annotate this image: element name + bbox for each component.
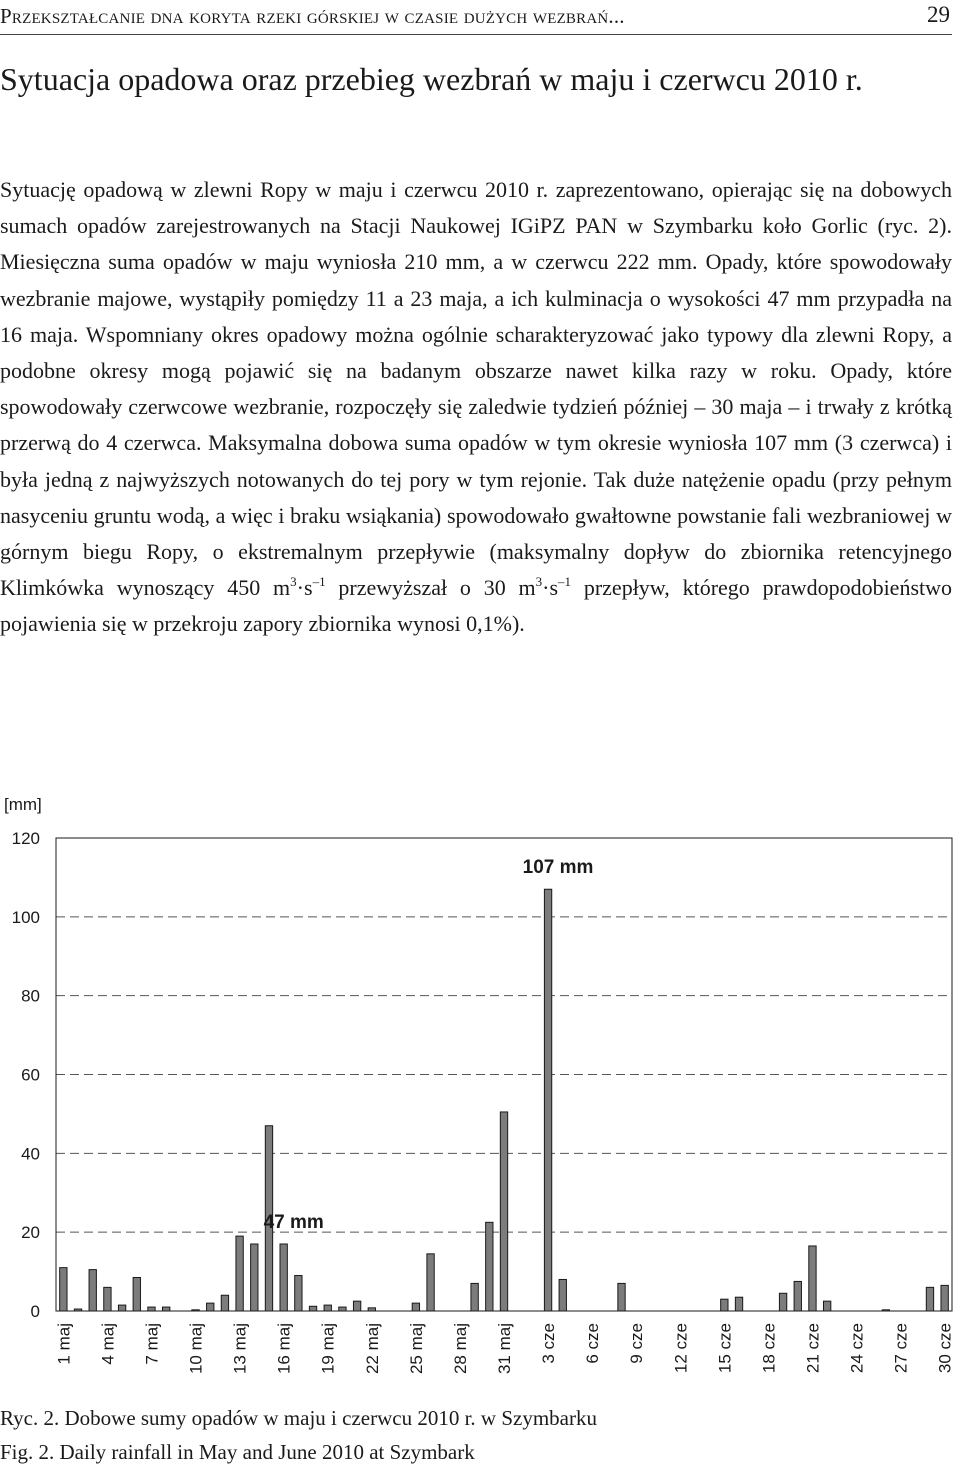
- bar: [148, 1307, 155, 1311]
- x-tick-label: 24 cze: [847, 1323, 867, 1374]
- x-tick-label: 31 maj: [495, 1323, 514, 1375]
- x-tick-label: 10 maj: [186, 1323, 206, 1375]
- x-tick-label: 1 maj: [54, 1323, 74, 1365]
- y-tick-label: 0: [30, 1302, 40, 1321]
- bar: [280, 1244, 287, 1311]
- x-tick-label: 30 cze: [935, 1323, 955, 1374]
- x-tick-label: 4 maj: [98, 1323, 118, 1365]
- x-tick-label: 9 cze: [627, 1323, 647, 1364]
- bar: [559, 1279, 566, 1311]
- bar: [941, 1285, 948, 1311]
- x-tick-labels: [54, 1323, 954, 1374]
- superscript: 3: [290, 574, 297, 590]
- x-tick-label: 6 cze: [583, 1323, 603, 1364]
- chart-bars: [60, 889, 949, 1311]
- bar: [133, 1277, 140, 1311]
- bar: [236, 1236, 243, 1311]
- y-tick-label: 20: [21, 1223, 40, 1243]
- figure-caption-polish: Ryc. 2. Dobowe sumy opadów w maju i czerwcu 2010 r. w Szymbarku: [0, 1406, 597, 1430]
- x-tick-label: 18 cze: [759, 1323, 779, 1374]
- paragraph-text: ·s: [296, 575, 313, 601]
- bar: [324, 1305, 331, 1311]
- bar: [926, 1287, 933, 1311]
- body-paragraph: [0, 172, 952, 643]
- bar: [60, 1268, 67, 1311]
- bar: [721, 1299, 728, 1311]
- bar: [735, 1297, 742, 1311]
- y-tick-label: 80: [21, 986, 40, 1006]
- y-tick-label: 120: [11, 829, 40, 848]
- bar: [251, 1244, 258, 1311]
- bar: [427, 1254, 434, 1311]
- figure-caption-english: Fig. 2. Daily rainfall in May and June 2010 at Szymbark: [0, 1440, 475, 1464]
- running-title: Przekształcanie dna koryta rzeki górskiej w czasie dużych wezbrań...: [0, 4, 625, 28]
- bar: [779, 1293, 786, 1311]
- x-tick-label: 13 maj: [230, 1323, 250, 1375]
- bar: [221, 1295, 228, 1311]
- x-tick-label: 25 maj: [406, 1323, 426, 1375]
- section-heading: Sytuacja opadowa oraz przebieg wezbrań w maju i czerwcu 2010 r.: [0, 61, 863, 97]
- paragraph-text: Sytuację opadową w zlewni Ropy w maju i czerwcu 2010 r. zaprezentowano, opierając się na dobowych sumach opadów zarejestrowanych na Stacji Naukowej IGiPZ PAN w Szymbarku koło Gorlic (ryc. 2). Miesięczna suma opadów w maju wyniosła 210 mm, a w czerwcu 222 mm. Opady, które spowodowały wezbranie majowe, wystąpiły pomiędzy 11 a 23 maja, a ich kulminacja o wysokości 47 mm przypadła na 16 maja. Wspomniany okres opadowy można ogólnie scharakteryzować jako typowy dla zlewni Ropy, a podobne okresy mogą pojawić się na badanym obszarze nawet kilka razy w roku. Opady, które spowodowały czerwcowe wezbranie, rozpoczęły się zaledwie tydzień później – 30 maja – i trwały z krótką przerwą do 4 czerwca. Maksymalna dobowa suma opadów w tym okresie wyniosła 107 mm (3 czerwca) i była jedną z najwyższych notowanych do tej pory w tym rejonie. Tak duże natężenie opadu (przy pełnym nasyceniu gruntu wodą, a więc i braku wsiąkania) spowodowało gwałtowne powstanie fali wezbraniowej w górnym biegu Ropy, o ekstremalnym przepływie (maksymalny dopływ do zbiornika retencyjnego Klimkówka wynoszący 450 m: [0, 177, 952, 601]
- y-tick-labels: [12, 829, 40, 1321]
- bar: [74, 1309, 81, 1311]
- bar: [104, 1287, 111, 1311]
- x-tick-label: 28 maj: [450, 1323, 470, 1375]
- x-tick-label: 12 cze: [671, 1323, 691, 1374]
- paragraph-text: ·s: [542, 575, 559, 601]
- bar: [471, 1283, 478, 1311]
- paragraph-text: przewyższał o 30 m: [325, 575, 536, 601]
- superscript: 3: [535, 574, 543, 590]
- bar: [794, 1281, 801, 1311]
- bar: [207, 1303, 214, 1311]
- x-tick-label: 22 maj: [362, 1323, 382, 1375]
- bar: [882, 1310, 889, 1311]
- bar: [809, 1246, 816, 1311]
- running-header: [0, 0, 952, 35]
- x-tick-label: 27 cze: [891, 1323, 911, 1374]
- x-tick-label: 21 cze: [803, 1323, 823, 1374]
- page-number: 29: [927, 2, 950, 27]
- bar: [118, 1305, 125, 1311]
- y-tick-label: 100: [11, 907, 40, 927]
- bar: [162, 1307, 169, 1311]
- bar: [618, 1283, 625, 1311]
- y-tick-label: 40: [21, 1144, 40, 1164]
- bar: [412, 1303, 419, 1311]
- bar-annotation: 47 mm: [263, 1211, 324, 1233]
- bar: [309, 1306, 316, 1311]
- x-tick-label: 15 cze: [715, 1323, 735, 1374]
- x-tick-label: 16 maj: [274, 1323, 294, 1375]
- rainfall-bar-chart: [0, 786, 960, 1400]
- bar: [353, 1301, 360, 1311]
- bar: [823, 1301, 830, 1311]
- bar: [89, 1270, 96, 1311]
- bar: [544, 889, 551, 1311]
- bar: [339, 1307, 346, 1311]
- y-tick-label: 60: [21, 1065, 40, 1085]
- bar: [295, 1276, 302, 1311]
- bar: [368, 1308, 375, 1311]
- superscript: –1: [558, 574, 572, 590]
- paragraph-text: przepływ, którego prawdopodobieństwo pojawienia się w przekroju zapory zbiornika wynosi 0,1%).: [0, 575, 953, 637]
- bar: [486, 1222, 493, 1311]
- x-tick-label: 7 maj: [142, 1323, 162, 1365]
- x-tick-label: 19 maj: [318, 1323, 338, 1375]
- bar: [500, 1112, 507, 1311]
- y-axis-label: [mm]: [4, 795, 42, 814]
- x-tick-label: 3 cze: [539, 1323, 559, 1364]
- bar: [192, 1310, 199, 1311]
- bar-annotation: 107 mm: [522, 857, 594, 879]
- superscript: –1: [312, 574, 326, 590]
